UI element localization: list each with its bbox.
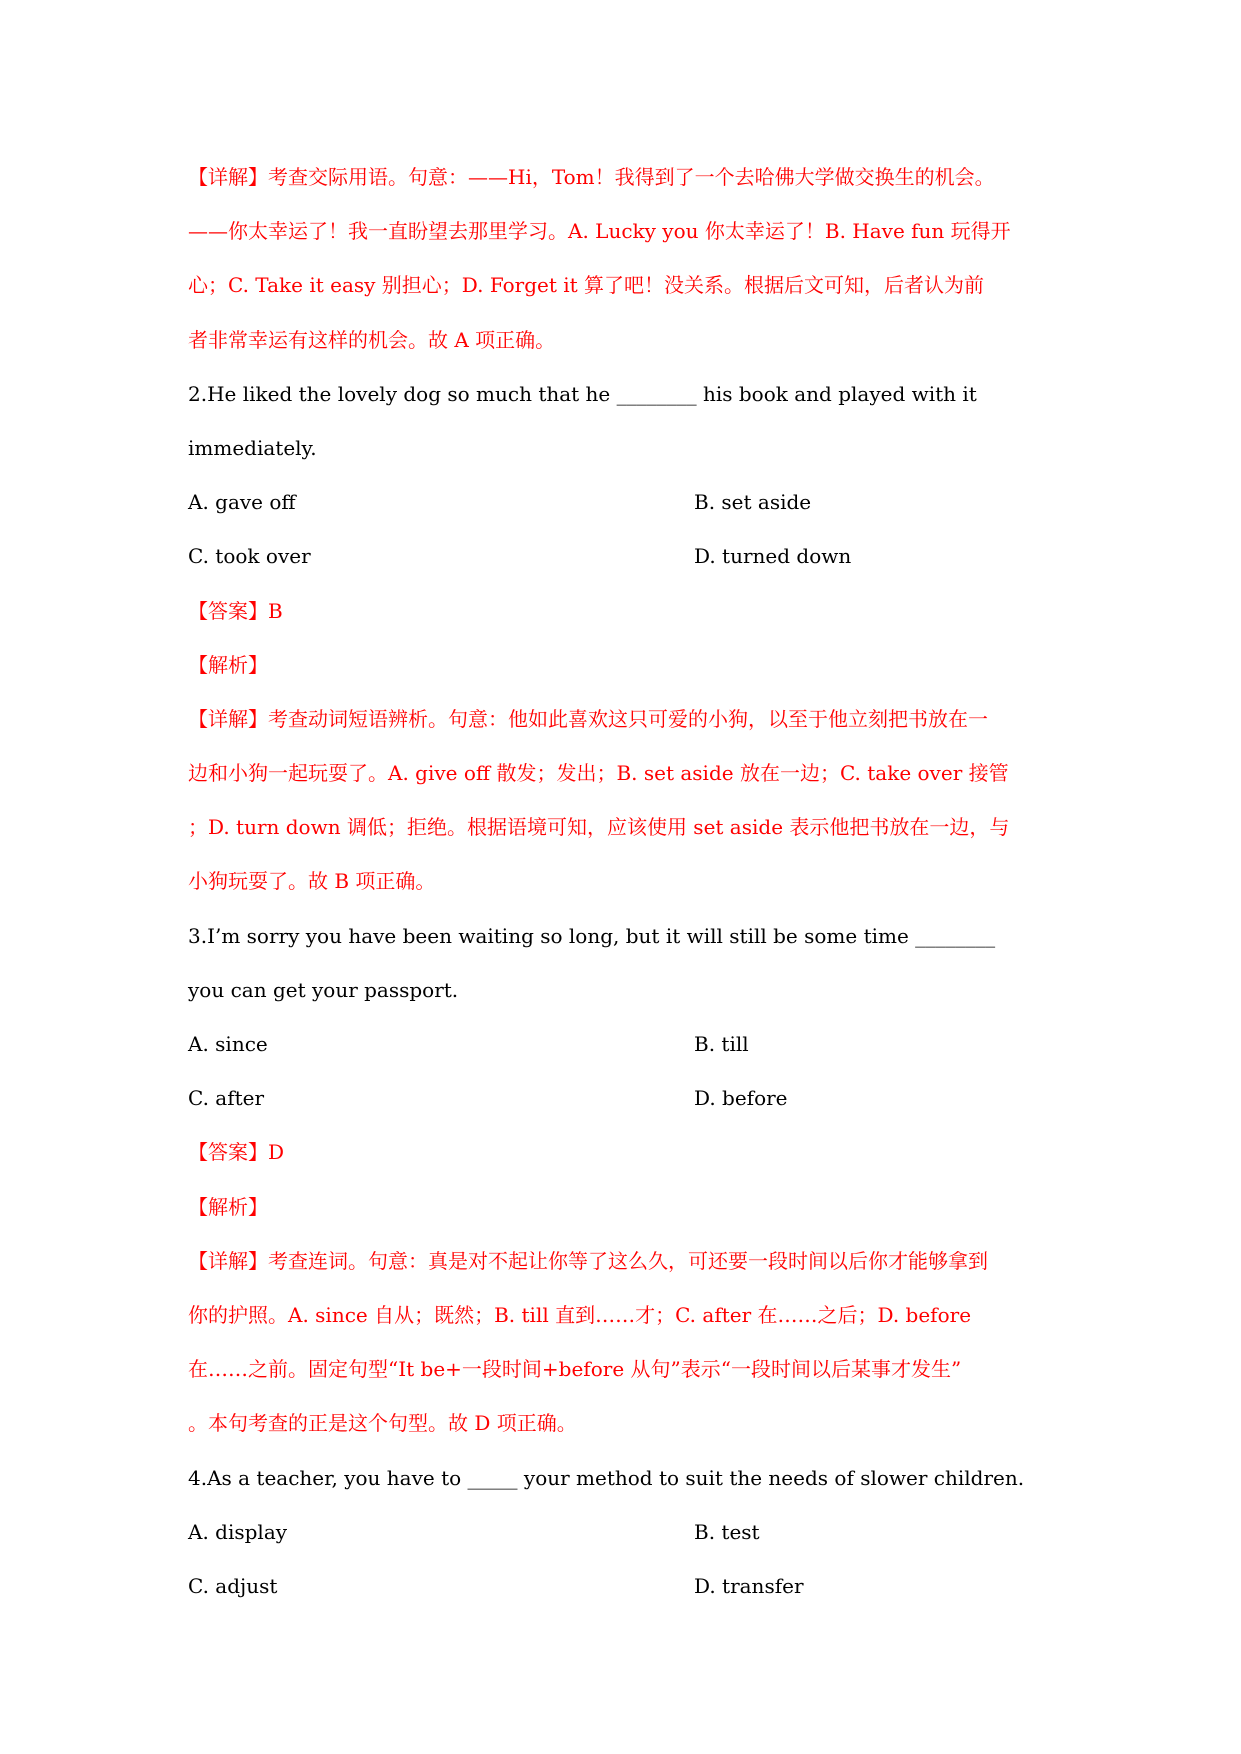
q3-option-b: B. till [694, 1032, 749, 1056]
q3-answer: 【答案】D [188, 1140, 285, 1165]
q2-option-b: B. set aside [694, 490, 812, 515]
q3-detail-line-2: 你的护照。A. since 自从；既然；B. till 直到……才；C. after 在……之后；D. before [188, 1302, 972, 1327]
q2-detail-line-2: 边和小狗一起玩耍了。A. give off 散发；发出；B. set aside 放在一边；C. take over 接管 [188, 761, 1009, 786]
q4-option-b: B. test [694, 1519, 760, 1544]
q1-detail-line-2: ——你太幸运了！我一直盼望去那里学习。A. Lucky you 你太幸运了！B. Have fun 玩得开 [188, 219, 1011, 244]
q2-options-row-2 [188, 529, 1068, 583]
q4-options-row-2 [188, 1559, 1068, 1613]
q1-detail-line-1: 【详解】考查交际用语。句意：——Hi，Tom！我得到了一个去哈佛大学做交换生的机会。 [188, 165, 995, 189]
q2-stem-line-1: 2.He liked the lovely dog so much that he ________ his book and played with it [188, 381, 977, 406]
q2-detail-line-1: 【详解】考查动词短语辨析。句意：他如此喜欢这只可爱的小狗，以至于他立刻把书放在一 [188, 706, 988, 731]
q3-options-row-1 [188, 1017, 1068, 1071]
q4-option-c: C. adjust [188, 1573, 278, 1598]
q1-detail-line-3: 心；C. Take it easy 别担心；D. Forget it 算了吧！没关系。根据后文可知，后者认为前 [188, 273, 985, 298]
q2-option-d: D. turned down [694, 544, 852, 569]
q3-stem-line-2: you can get your passport. [188, 977, 459, 1002]
q3-detail-line-1: 【详解】考查连词。句意：真是对不起让你等了这么久，可还要一段时间以后你才能够拿到 [188, 1248, 988, 1273]
q2-detail-line-4: 小狗玩耍了。故 B 项正确。 [188, 869, 436, 894]
q4-option-a: A. display [188, 1519, 288, 1544]
q2-analysis-label: 【解析】 [188, 652, 268, 677]
q2-stem-line-2: immediately. [188, 435, 317, 460]
q4-stem-line-1: 4.As a teacher, you have to _____ your method to suit the needs of slower children. [188, 1465, 1025, 1490]
q4-option-d: D. transfer [694, 1573, 804, 1598]
q4-options-row-1 [188, 1505, 1068, 1559]
q3-option-d: D. before [694, 1086, 788, 1111]
q3-analysis-label: 【解析】 [188, 1194, 268, 1219]
q3-option-c: C. after [188, 1086, 265, 1111]
document-page [188, 150, 1068, 1613]
q3-stem-line-1: 3.I’m sorry you have been waiting so long, but it will still be some time ________ [188, 923, 996, 948]
q2-options-row-1 [188, 475, 1068, 529]
q2-answer: 【答案】B [188, 598, 283, 623]
q3-detail-line-3: 在……之前。固定句型“It be+一段时间+before 从句”表示“一段时间以后某事才发生” [188, 1357, 962, 1382]
q2-detail-line-3: ；D. turn down 调低；拒绝。根据语境可知，应该使用 set aside 表示他把书放在一边，与 [188, 815, 1010, 840]
q3-options-row-2 [188, 1071, 1068, 1125]
q2-option-c: C. took over [188, 544, 311, 569]
q2-option-a: A. gave off [188, 490, 296, 515]
q1-detail-line-4: 者非常幸运有这样的机会。故 A 项正确。 [188, 327, 556, 352]
q3-option-a: A. since [188, 1032, 268, 1056]
q3-detail-line-4: 。本句考查的正是这个句型。故 D 项正确。 [188, 1411, 577, 1436]
